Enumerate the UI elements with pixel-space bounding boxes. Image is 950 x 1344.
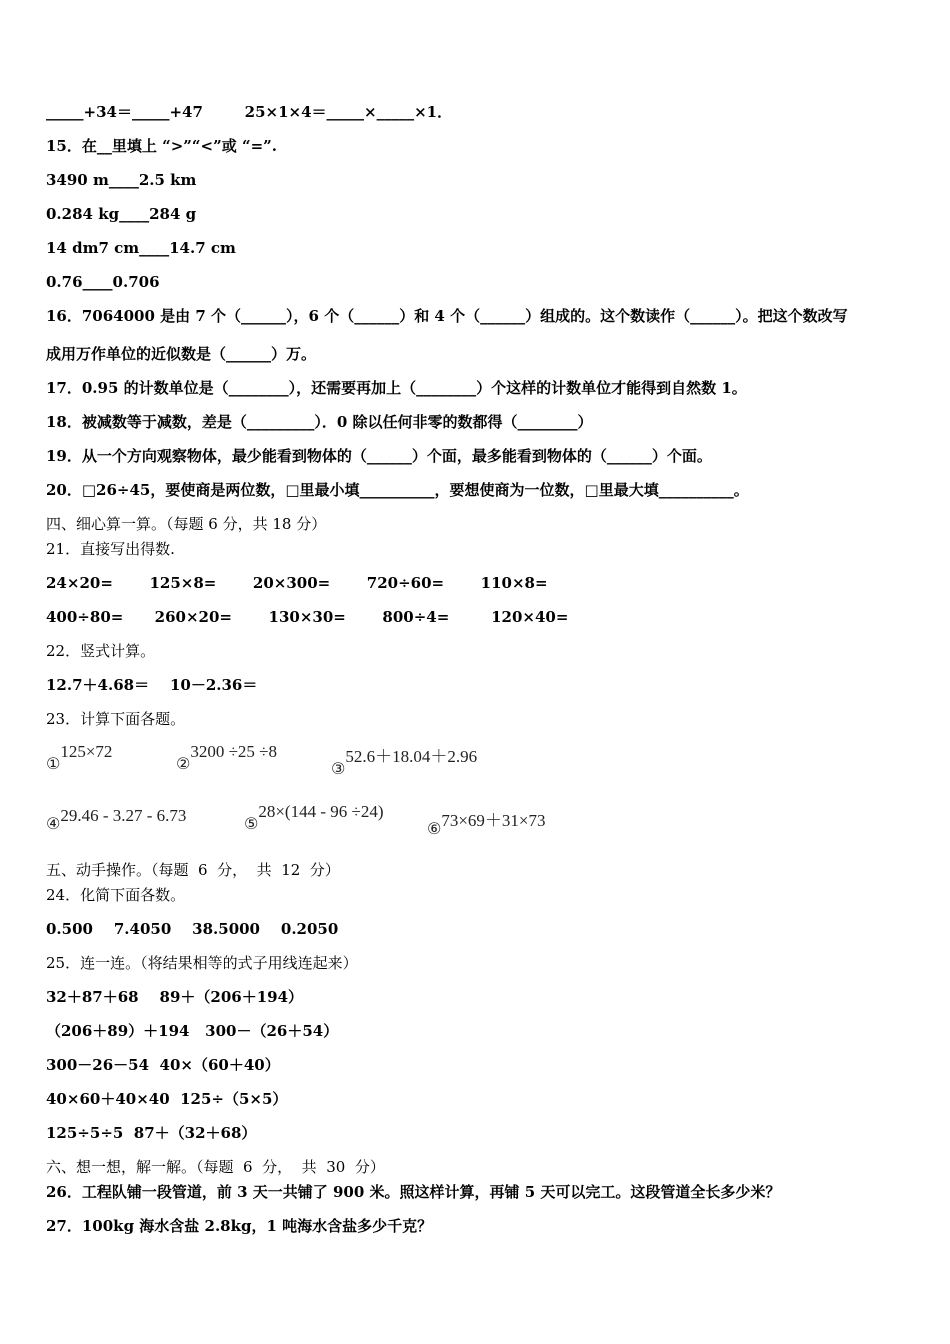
q23-item-1: [46, 742, 113, 773]
q21-row-1: 24×20= 125×8= 20×300= 720÷60= 110×8=: [46, 574, 548, 592]
q23-item-6-number: ⑥: [427, 819, 442, 838]
q23-item-5-number: ⑤: [244, 814, 259, 833]
q15-item-c: 14 dm7 cm____14.7 cm: [46, 239, 236, 257]
q19-line: 19．从一个方向观察物体，最少能看到物体的（______）个面，最多能看到物体的（______）个面。: [46, 447, 712, 465]
q23-item-5-expr: 28×(144 - 96 ÷24): [258, 802, 384, 821]
section-5-heading: 五、动手操作。（每题 6 分， 共 12 分）: [46, 861, 340, 879]
q25-row-3: 300－26－54 40×（60＋40）: [46, 1056, 280, 1074]
q24-items: 0.500 7.4050 38.5000 0.2050: [46, 920, 339, 938]
q25-row-2: （206＋89）＋194 300－（26＋54）: [46, 1022, 339, 1040]
q21-title: 21．直接写出得数.: [46, 540, 175, 558]
q23-item-3-number: ③: [331, 759, 346, 778]
q21-row-2: 400÷80= 260×20= 130×30= 800÷4= 120×40=: [46, 608, 569, 626]
q15-item-d: 0.76____0.706: [46, 273, 160, 291]
q23-item-3: [331, 742, 478, 778]
q27-line: 27．100kg 海水含盐 2.8kg，1 吨海水含盐多少千克？: [46, 1217, 433, 1235]
q23-item-1-number: ①: [46, 754, 61, 773]
q23-item-6-expr: 73×69＋31×73: [441, 811, 546, 830]
q26-line: 26．工程队铺一段管道，前 3 天一共铺了 900 米。照这样计算，再铺 5 天可以完工。这段管道全长多少米？: [46, 1183, 781, 1201]
q20-line: 20．□26÷45，要使商是两位数，□里最小填__________，要想使商为一位数，□里最大填__________。: [46, 481, 749, 499]
q16-line-2: 成用万作单位的近似数是（______）万。: [46, 345, 317, 363]
q25-title: 25．连一连。（将结果相等的式子用线连起来）: [46, 954, 358, 972]
q23-item-4: [46, 806, 187, 833]
q25-row-4: 40×60＋40×40 125÷（5×5）: [46, 1090, 288, 1108]
q15-item-a: 3490 m____2.5 km: [46, 171, 197, 189]
q23-item-4-number: ④: [46, 814, 61, 833]
q23-item-2-number: ②: [176, 754, 191, 773]
section-4-heading: 四、细心算一算。（每题 6 分，共 18 分）: [46, 515, 327, 533]
q14-line: _____+34＝_____+47 25×1×4＝_____×_____×1．: [46, 103, 453, 121]
q22-items: 12.7＋4.68＝ 10－2.36＝: [46, 676, 258, 694]
q25-row-1: 32＋87＋68 89＋（206＋194）: [46, 988, 304, 1006]
q23-item-2: [176, 742, 278, 773]
q25-row-5: 125÷5÷5 87＋（32＋68）: [46, 1124, 257, 1142]
q15-item-b: 0.284 kg____284 g: [46, 205, 197, 223]
q16-line-1: 16．7064000 是由 7 个（______），6 个（______）和 4 个（______）组成的。这个数读作（______）。把这个数改写: [46, 307, 848, 325]
q24-title: 24．化简下面各数。: [46, 886, 186, 904]
q23-item-4-expr: 29.46 - 3.27 - 6.73: [60, 806, 187, 825]
q22-title: 22．竖式计算。: [46, 642, 156, 660]
q23-item-2-expr: 3200 ÷25 ÷8: [190, 742, 278, 761]
q15-title: 15．在__里填上 “>”“<”或 “=”.: [46, 137, 278, 155]
q17-line: 17．0.95 的计数单位是（________），还需要再加上（________）个这样的计数单位才能得到自然数 1。: [46, 379, 747, 397]
q23-item-1-expr: 125×72: [60, 742, 113, 761]
q23-item-5: [244, 802, 384, 833]
q18-line: 18．被减数等于减数，差是（_________）．0 除以任何非零的数都得（________）: [46, 413, 593, 431]
q23-item-6: [427, 806, 546, 838]
q23-title: 23．计算下面各题。: [46, 710, 186, 728]
section-6-heading: 六、想一想，解一解。（每题 6 分， 共 30 分）: [46, 1158, 385, 1176]
q23-item-3-expr: 52.6＋18.04＋2.96: [345, 747, 478, 766]
